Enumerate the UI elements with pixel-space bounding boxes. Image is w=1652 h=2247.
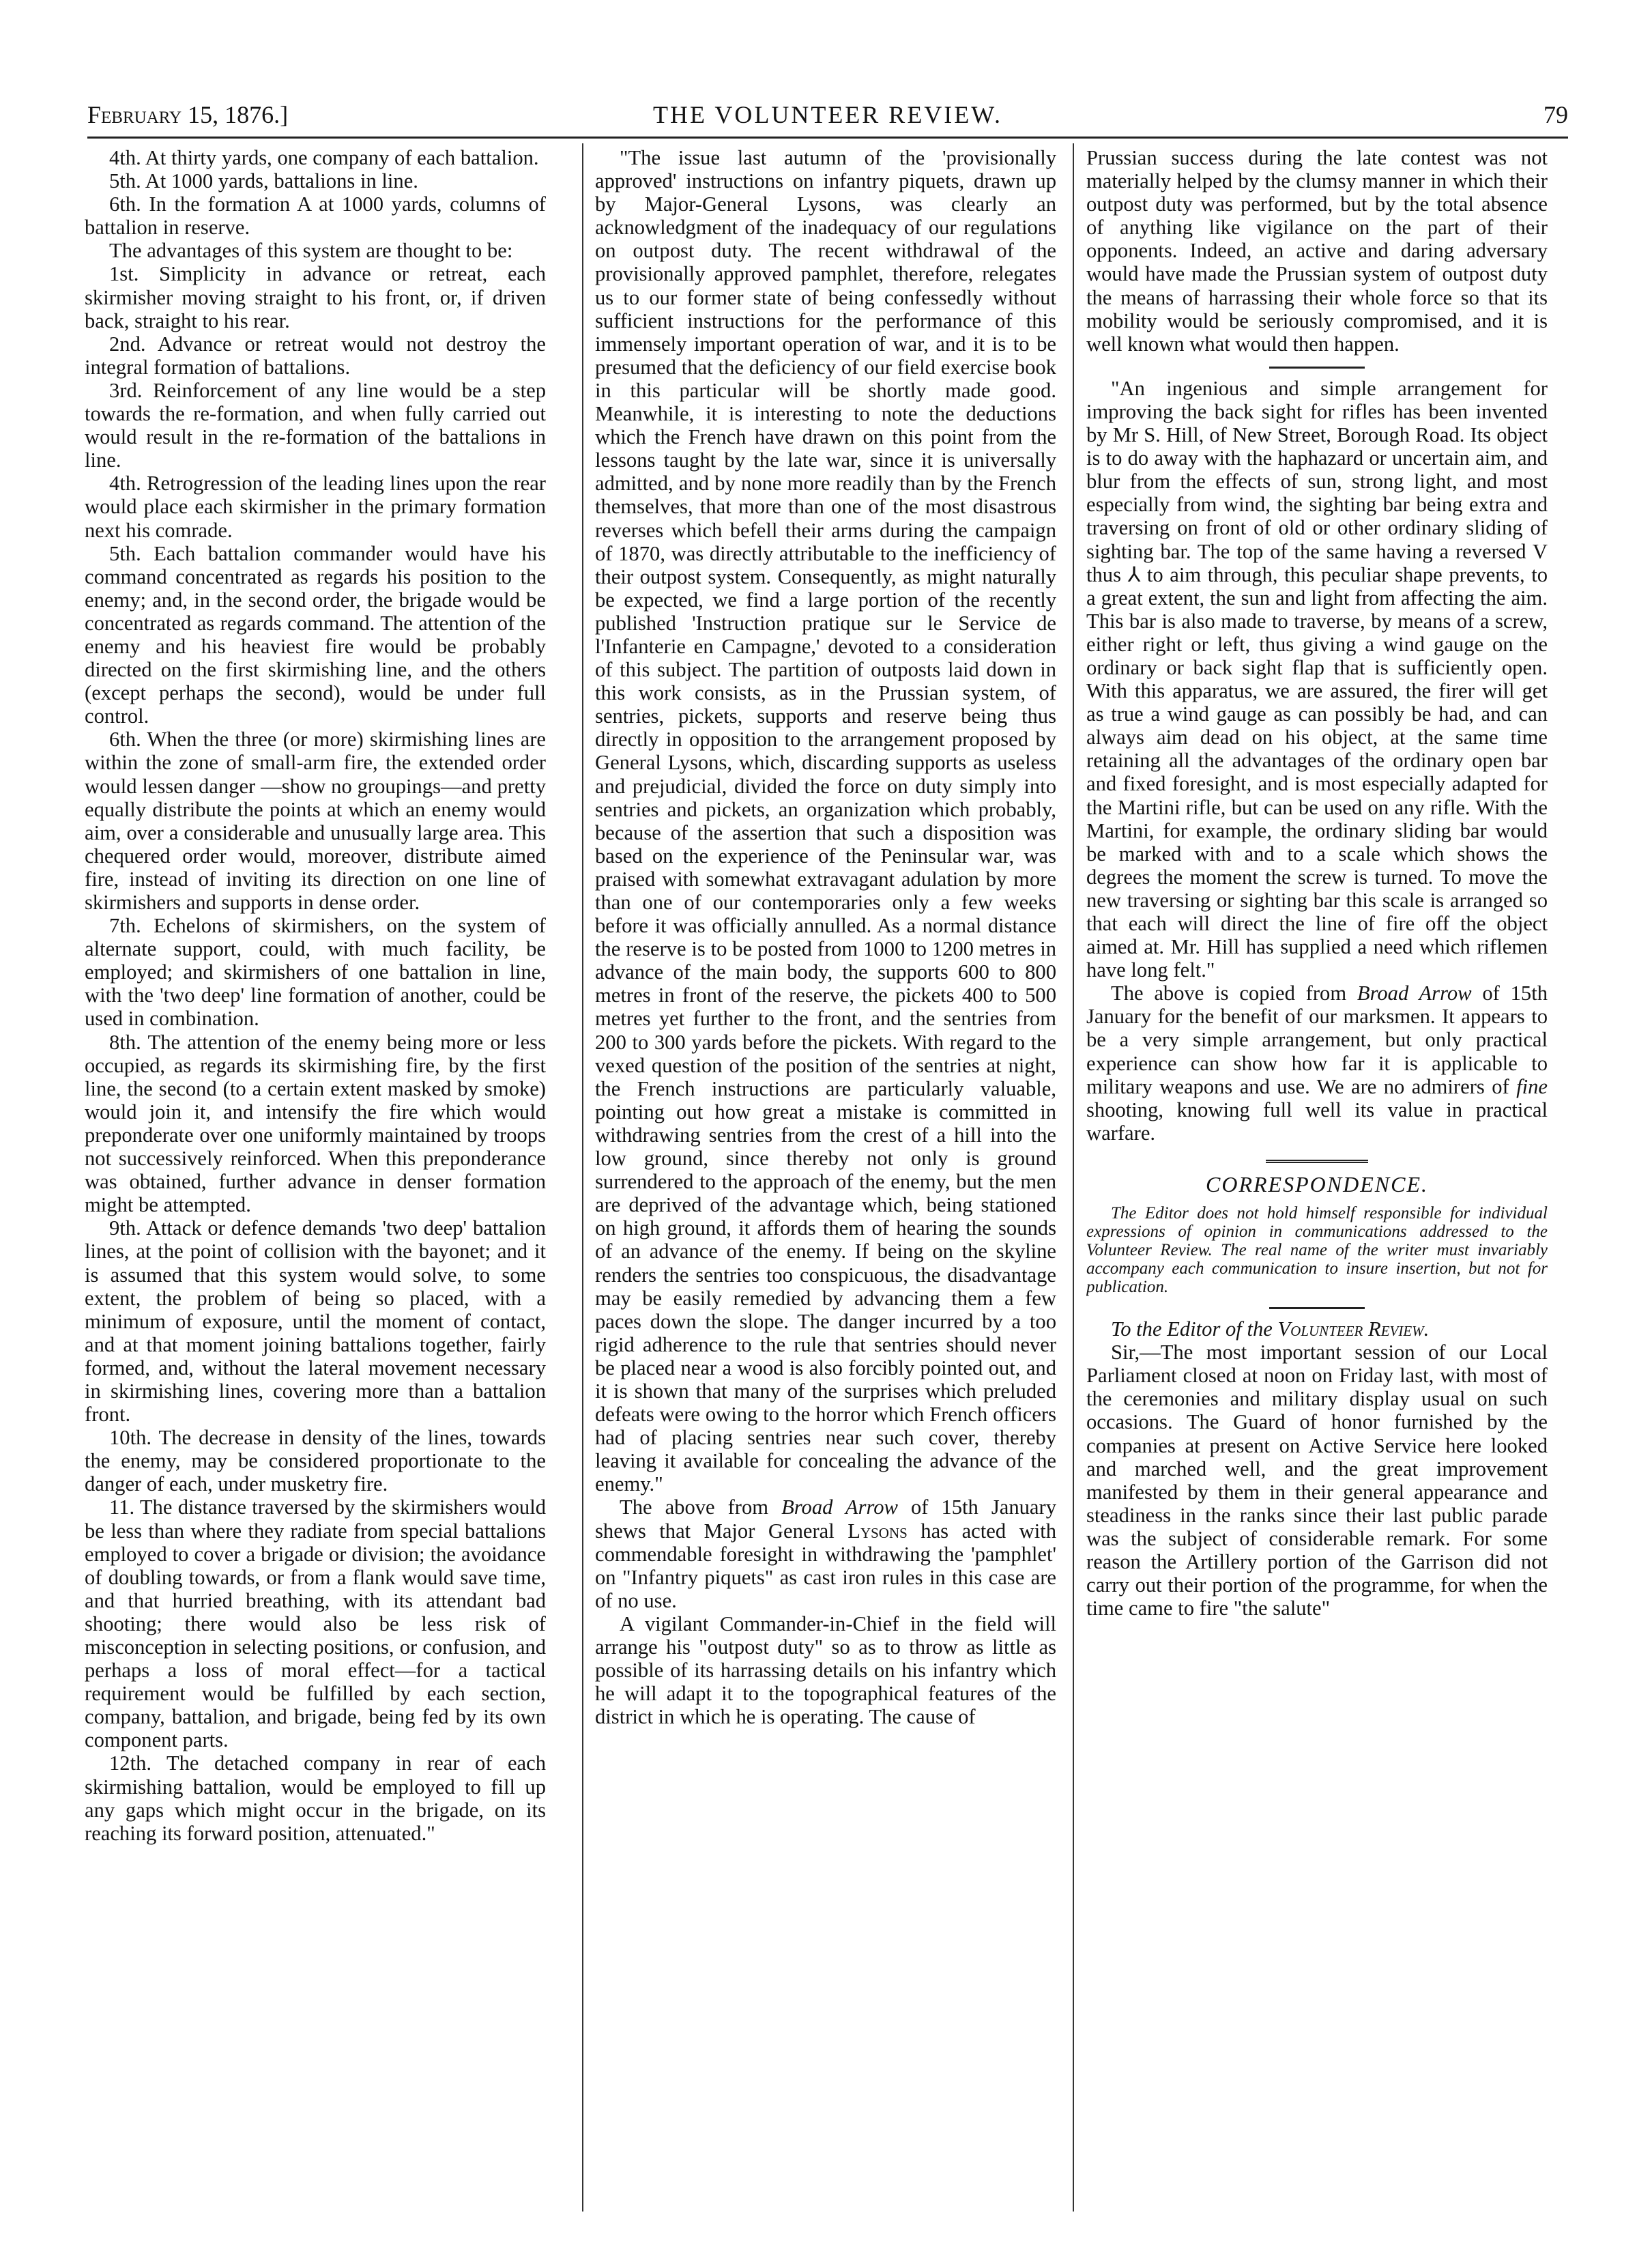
rifle-sight-article: "An ingenious and simple arrangement for improving the back sight for rifles has been invented by Mr S. Hill, of New Street, Borough Road. Its object is to do away with the haphazard or uncertain aim, and blur from the effects of sun, strong light, and most especially from wind, the sighting bar being extra and traversing on front of old or other ordinary sliding of sighting bar. The top of the same having a reversed V thus ⅄ to aim through, this peculiar shape prevents, to a great extent, the sun and light from affecting the aim. This bar is also made to traverse, by means of a screw, either right or left, thus giving a wind gauge on the ordinary or back sight flap that is sufficiently open. With this apparatus, we are assured, the firer will get as true a wind gauge as can possibly be had, and can always aim dead on his object, at the same time retaining all the advantages of the ordinary open bar and fixed foresight, and is most especially adapted for the Martini rifle, but can be used on any rifle. With the Martini, for example, the ordinary sliding bar would be marked with and to a scale which shows the degrees the moment the screw is turned. To move the new traversing or sighting bar this scale is arranged so that each will direct the line of fire off the object aimed at. Mr. Hill has supplied a need which riflemen have long felt." (1086, 376, 1548, 982)
paragraph: 12th. The detached company in rear of each skirmishing battalion, would be employed to fill up any gaps which might occur in the brigade, on its reaching its forward position, attenuated." (85, 1751, 546, 1845)
paragraph: The advantages of this system are thought to be: (109, 239, 513, 263)
paragraph: 6th. When the three (or more) skirmishing lines are within the zone of small-arm fire, the extended order would lessen danger —show no groupings—and pretty equally distribute the points at which an enemy would aim, over a considerable and unusually large area. This chequered order would, moreover, distribute aimed fire, instead of inviting its direction on one line of skirmishers and supports in dense order. (85, 728, 546, 914)
paragraph: 1st. Simplicity in advance or retreat, each skirmisher moving straight to his front, or, if driven back, straight to his rear. (85, 262, 546, 332)
letter-salutation: To the Editor of the Volunteer Review. (1111, 1317, 1430, 1341)
separator-rule (1269, 367, 1365, 369)
column-2 (595, 146, 1056, 2207)
outpost-article: "The issue last autumn of the 'provisionally approved' instructions on infantry piquets, drawn up by Major-General Lysons, was clearly an acknowledgment of the inadequacy of our regulations on outpost duty. The recent withdrawal of the provisionally approved pamphlet, therefore, relegates us to our former state of being confessedly without sufficient instructions for the performance of this immensely important operation of war, and it is to be presumed that the deficiency of our field exercise book in this particular will be shortly made good. Meanwhile, it is interesting to note the deductions which the French have drawn on this point from the lessons taught by the late war, since it is universally admitted, and by none more readily than by the French themselves, that more than one of the most disastrous reverses which befell their arms during the campaign of 1870, was directly attributable to the inefficiency of their outpost system. Consequently, as might naturally be expected, we find a large portion of the recently published 'Instruction pratique sur le Service de l'Infanterie en Campagne,' devoted to a consideration of this subject. The partition of outposts laid down in this work consists, as in the Prussian system, of sentries, pickets, supports and reserve being thus directly in opposition to the arrangement proposed by General Lysons, which, discarding supports as useless and prejudicial, divided the force on duty simply into sentries and pickets, an organization which probably, because of the assertion that such a disposition was based on the experience of the Peninsular war, was praised with somewhat extravagant adulation by more than one of our contemporaries only a few weeks before it was officially annulled. As a normal distance the reserve is to be posted from 1000 to 1200 metres in advance of the main body, the supports 600 to 800 metres in front of the reserve, the pickets 400 to 500 metres yet further to the front, and the sentries from 200 to 300 yards before the pickets. With regard to the vexed question of the position of the sentries at night, the French instructions are particularly valuable, pointing out how great a mistake is committed in withdrawing sentries from the crest of a hill into the low ground, since thereby not only is ground surrendered to the approach of the enemy, but the men are deprived of the advantage which, being stationed on high ground, it affords them of hearing the sounds of an advance of the enemy. If being on the skyline renders the sentries too conspicuous, the disadvantage may be easily remedied by advancing them a few paces down the slope. The danger incurred by a too rigid adherence to the rule that sentries should never be placed near a wood is also forcibly pointed out, and it is shown that many of the surprises which preluded defeats were owing to the horror which French officers had of placing sentries near such cover, thereby leaving it available for concealing the advance of the enemy." (595, 146, 1056, 1496)
person-name: Lysons (847, 1519, 908, 1543)
paragraph: 5th. At 1000 yards, battalions in line. (109, 169, 418, 193)
issue-date: February 15, 1876.] (87, 101, 289, 128)
header-rule (87, 137, 1568, 139)
paragraph: 6th. In the formation A at 1000 yards, columns of battalion in reserve. (85, 192, 546, 240)
page-number: 79 (1544, 101, 1568, 128)
paragraph: 2nd. Advance or retreat would not destroy the integral formation of battalions. (85, 332, 546, 379)
letter-body: Sir,—The most important session of our Local Parliament closed at noon on Friday last, with most of the ceremonies and military display usual on such occasions. The Guard of honor furnished by the companies at present on Active Service here looked and marched well, and the great improvement manifested by them in their general appearance and steadiness in the ranks since their last public parade was the subject of considerable remark. For some reason the Artillery portion of the Garrison did not carry out their portion of the programme, for when the time came to fire "the salute" (1086, 1341, 1548, 1620)
paragraph: 8th. The attention of the enemy being more or less occupied, as regards its skirmishing fire, by the first line, the second (to a certain extent masked by smoke) would join it, and intensify the fire which would preponderate over one uniformly maintained by troops not successively reinforced. When this preponderance was obtained, further advance in denser formation might be attempted. (85, 1030, 546, 1217)
paragraph: Prussian success during the late contest was not materially helped by the clumsy manner in which their outpost duty was performed, but by the total absence of anything like vigilance on the part of their opponents. Indeed, an active and daring adversary would have made the Prussian system of outpost duty the means of harrassing their whole force so that its mobility would be seriously compromised, and it is well known what would then happen. (1086, 146, 1548, 356)
paragraph: 11. The distance traversed by the skirmishers would be less than where they radiate from special battalions employed to cover a brigade or division; the avoidance of doubling towards, or from a flank would save time, and that hurried breathing, with its attendant bad shooting; there would also be less risk of misconception in selecting positions, or confusion, and perhaps a loss of moral effect—for a tactical requirement would be fulfilled by each section, company, battalion, and brigade, being fed by its own component parts. (85, 1495, 546, 1752)
editor-disclaimer: The Editor does not hold himself responsible for individual expressions of opinion in communications addressed to the Volunteer Review. The real name of the writer must invariably accompany each communication to insure insertion, but not for publication. (1086, 1204, 1548, 1297)
section-heading: CORRESPONDENCE. (1206, 1171, 1428, 1197)
paragraph: 9th. Attack or defence demands 'two deep' battalion lines, at the point of collision with the bayonet; and it is assumed that this system would solve, to some extent, the problem of being so placed, with a minimum of exposure, until the moment of contact, and at that moment joining battalions together, fairly formed, and, without the lateral movement necessary in skirmishing lines, covering more than a battalion front. (85, 1216, 546, 1427)
column-rule-1 (582, 143, 583, 2212)
column-3 (1086, 146, 1548, 2207)
source-title: Broad Arrow (1357, 982, 1472, 1005)
paragraph: 3rd. Reinforcement of any line would be a step towards the re-formation, and when fully carried out would result in the re-formation of the battalions in line. (85, 378, 546, 472)
column-1 (85, 146, 546, 2207)
paragraph: 7th. Echelons of skirmishers, on the system of alternate support, could, with much facility, be employed; and skirmishers of one battalion in line, with the 'two deep' line formation of another, could be used in combination. (85, 914, 546, 1031)
page-header (87, 94, 1568, 135)
paragraph: A vigilant Commander-in-Chief in the field will arrange his "outpost duty" so as to throw as little as possible of its harrassing details on his infantry which he will adapt it to the topographical features of the district in which he is operating. The cause of (595, 1612, 1056, 1729)
separator-rule (1269, 1307, 1365, 1309)
paragraph: 5th. Each battalion commander would have his command concentrated as regards his position to the enemy; and, in the second order, the brigade would be concentrated as regards command. The attention of the enemy and his heaviest fire would be probably directed on the first skirmishing line, and the others (except perhaps the second), would be under full control. (85, 541, 546, 728)
paragraph: 4th. Retrogression of the leading lines upon the rear would place each skirmisher in the primary formation next his comrade. (85, 472, 546, 542)
column-rule-2 (1073, 143, 1074, 2212)
editorial-comment: The above is copied from Broad Arrow of 15th January for the benefit of our marksmen. It appears to be a very simple arrangement, but only practical experience can show how far it is applicable to military weapons and use. We are no admirers of fine shooting, knowing full well its value in practical warfare. (1086, 982, 1548, 1145)
source-title: Broad Arrow (781, 1495, 898, 1519)
paragraph: 4th. At thirty yards, one company of each battalion. (109, 146, 539, 169)
editorial-comment: The above from Broad Arrow of 15th January shews that Major General Lysons has acted with commendable foresight in withdrawing the 'pamphlet' on "Infantry piquets" as cast iron rules in this case are of no use. (595, 1495, 1056, 1612)
paragraph: 10th. The decrease in density of the lines, towards the enemy, may be considered proportionate to the danger of each, under musketry fire. (85, 1426, 546, 1496)
section-rule (1266, 1160, 1368, 1163)
journal-title: THE VOLUNTEER REVIEW. (653, 101, 1002, 128)
